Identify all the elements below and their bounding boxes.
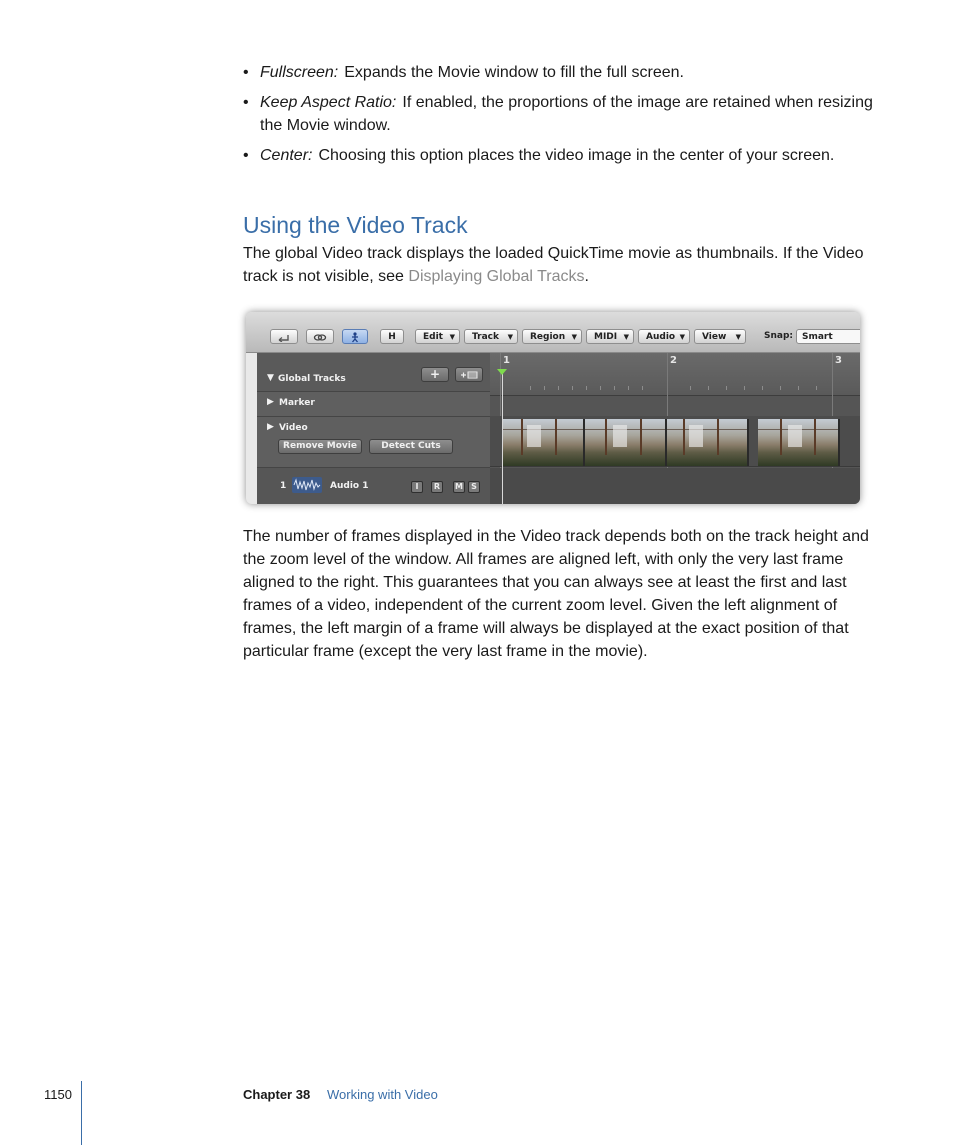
toolbar xyxy=(246,312,860,353)
video-thumbnail-lane[interactable] xyxy=(490,416,860,467)
midi-menu[interactable] xyxy=(586,329,634,344)
beat-tick xyxy=(614,386,615,390)
frames-paragraph: The number of frames displayed in the Video track depends both on the track height and the zoom level of the window. All frames are aligned left, with only the very last frame aligned to the right. This guarantees that you can always see at least the first and last frames of a video, independent of the current zoom level. Given the left alignment of frames, the left margin of a frame will always be displayed at the exact position of that particular frame (except the very last frame in the movie). xyxy=(243,528,869,660)
edit-menu[interactable] xyxy=(415,329,460,344)
video-thumbnail xyxy=(758,419,840,466)
input-monitor-button[interactable]: I xyxy=(411,481,423,493)
link-icon[interactable] xyxy=(306,329,334,344)
beat-tick xyxy=(642,386,643,390)
thumbnail-detail xyxy=(555,419,557,455)
chevron-down-icon: ▼ xyxy=(679,333,685,341)
back-arrow-icon[interactable] xyxy=(270,329,298,344)
track-menu-label: Track xyxy=(472,332,499,342)
chevron-down-icon: ▼ xyxy=(449,333,455,341)
video-thumbnail xyxy=(503,419,585,466)
bullet-dot: • xyxy=(243,94,249,111)
disclosure-triangle-icon[interactable]: ▶ xyxy=(267,397,274,407)
intro-paragraph xyxy=(243,242,883,288)
region-menu[interactable] xyxy=(522,329,582,344)
audio-lane[interactable] xyxy=(490,468,860,504)
beat-tick xyxy=(798,386,799,390)
chapter-label: Chapter 38 xyxy=(243,1087,311,1102)
bullet-term: Fullscreen: xyxy=(260,64,339,81)
solo-button[interactable]: S xyxy=(468,481,480,493)
beat-tick xyxy=(762,386,763,390)
bullet-dot: • xyxy=(243,64,249,81)
marker-track-label: Marker xyxy=(279,398,315,408)
bar-number: 1 xyxy=(503,355,510,366)
bullet-term: Keep Aspect Ratio: xyxy=(260,94,397,111)
video-track-screenshot xyxy=(246,312,860,504)
chevron-down-icon: ▼ xyxy=(507,333,513,341)
snap-select[interactable]: Smart xyxy=(796,329,860,344)
disclosure-triangle-icon[interactable]: ▼ xyxy=(267,373,274,383)
global-tracks-label: Global Tracks xyxy=(278,374,346,384)
bullet-list xyxy=(243,61,883,174)
video-track-row[interactable] xyxy=(257,417,490,468)
arrange-area[interactable] xyxy=(490,353,860,504)
video-thumbnail xyxy=(667,419,749,466)
thumbnail-detail xyxy=(527,425,541,447)
playhead[interactable] xyxy=(502,369,503,504)
thumbnail-detail xyxy=(814,419,816,455)
track-menu[interactable] xyxy=(464,329,518,344)
audio-menu-label: Audio xyxy=(646,332,676,342)
audio-menu[interactable] xyxy=(638,329,690,344)
thumbnail-detail xyxy=(640,419,642,455)
beat-tick xyxy=(708,386,709,390)
bullet-term: Center: xyxy=(260,147,313,164)
thumbnail-detail xyxy=(503,429,583,430)
displaying-global-tracks-link[interactable]: Displaying Global Tracks xyxy=(408,268,585,285)
bullet-keep-aspect-ratio xyxy=(243,91,883,137)
bullet-dot: • xyxy=(243,147,249,164)
beat-tick xyxy=(726,386,727,390)
remove-movie-button[interactable]: Remove Movie xyxy=(278,439,362,454)
record-enable-button[interactable]: R xyxy=(431,481,443,493)
bar-ruler[interactable] xyxy=(490,353,860,396)
view-menu-label: View xyxy=(702,332,727,342)
beat-tick xyxy=(690,386,691,390)
bullet-text: If enabled, the proportions of the image are retained when resizing the Movie window. xyxy=(260,94,873,134)
beat-tick xyxy=(572,386,573,390)
track-list xyxy=(257,353,490,504)
thumbnail-detail xyxy=(689,425,703,447)
catch-playhead-icon[interactable] xyxy=(342,329,368,344)
hide-button[interactable]: H xyxy=(380,329,404,344)
bullet-text: Choosing this option places the video image in the center of your screen. xyxy=(318,147,835,164)
video-thumbnail xyxy=(585,419,667,466)
beat-tick xyxy=(600,386,601,390)
section-title: Using the Video Track xyxy=(243,212,468,238)
beat-tick xyxy=(780,386,781,390)
global-tracks-header[interactable] xyxy=(257,353,490,392)
beat-tick xyxy=(816,386,817,390)
playhead-marker-icon[interactable] xyxy=(497,369,507,375)
mute-button[interactable]: M xyxy=(453,481,465,493)
chevron-down-icon: ▼ xyxy=(735,333,741,341)
thumbnail-detail xyxy=(683,419,685,455)
thumbnail-detail xyxy=(788,425,802,447)
intro-text: The global Video track displays the loaded QuickTime movie as thumbnails. If the Video track is not visible, see xyxy=(243,245,864,285)
beat-tick xyxy=(744,386,745,390)
video-track-label: Video xyxy=(279,423,308,433)
intro-period: . xyxy=(584,268,589,285)
thumbnail-detail xyxy=(521,419,523,455)
marker-track-row[interactable] xyxy=(257,392,490,417)
beat-tick xyxy=(586,386,587,390)
region-menu-label: Region xyxy=(530,332,566,342)
thumbnail-detail xyxy=(780,419,782,455)
waveform-icon xyxy=(292,477,322,493)
thumbnail-detail xyxy=(605,419,607,455)
bullet-fullscreen xyxy=(243,61,883,84)
midi-menu-label: MIDI xyxy=(594,332,618,342)
bar-number: 2 xyxy=(670,355,677,366)
thumbnail-detail xyxy=(613,425,627,447)
bullet-text: Expands the Movie window to fill the full screen. xyxy=(344,64,684,81)
page-number: 1150 xyxy=(44,1087,72,1102)
disclosure-triangle-icon[interactable]: ▶ xyxy=(267,422,274,432)
chevron-down-icon: ▼ xyxy=(571,333,577,341)
beat-tick xyxy=(628,386,629,390)
add-global-track-icon[interactable] xyxy=(455,367,483,382)
beat-tick xyxy=(558,386,559,390)
audio-track-name: Audio 1 xyxy=(330,481,369,491)
chapter-title-link[interactable]: Working with Video xyxy=(327,1087,438,1102)
thumbnail-detail xyxy=(717,419,719,455)
beat-tick xyxy=(530,386,531,390)
beat-tick xyxy=(544,386,545,390)
bullet-center xyxy=(243,144,883,167)
edit-menu-label: Edit xyxy=(423,332,443,342)
add-track-button[interactable]: + xyxy=(421,367,449,382)
view-menu[interactable] xyxy=(694,329,746,344)
thumbnail-detail xyxy=(667,429,747,430)
detect-cuts-button[interactable]: Detect Cuts xyxy=(369,439,453,454)
bar-number: 3 xyxy=(835,355,842,366)
track-number: 1 xyxy=(280,481,287,491)
footer-divider xyxy=(81,1081,82,1145)
snap-label: Snap: xyxy=(764,331,794,341)
chevron-down-icon: ▼ xyxy=(623,333,629,341)
